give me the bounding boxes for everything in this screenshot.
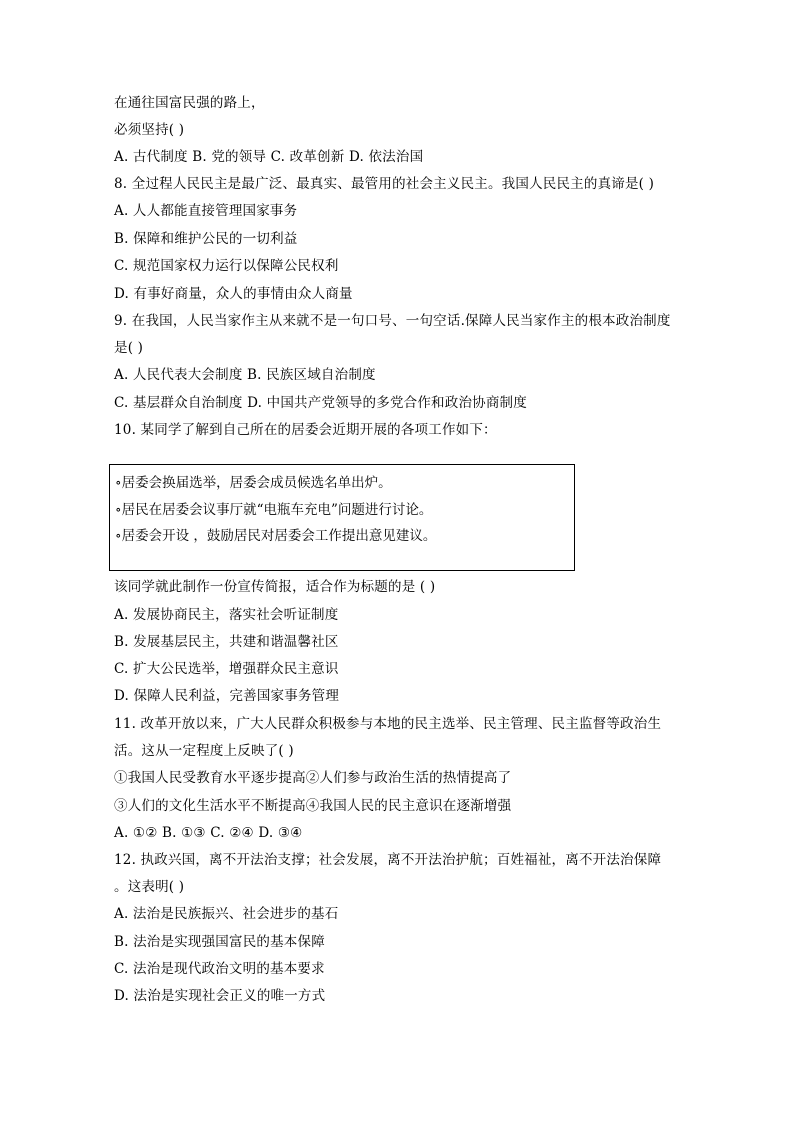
question-11-cont: 活。这从一定程度上反映了( ) <box>114 743 294 759</box>
option-c: C. 扩大公民选举，增强群众民主意识 <box>114 661 339 677</box>
option-b: B. 保障和维护公民的一切利益 <box>114 231 298 247</box>
question-9: 9. 在我国，人民当家作主从来就不是一句口号、一句空话.保障人民当家作主的根本政治制度 <box>114 313 671 329</box>
option-d: D. 保障人民利益，完善国家事务管理 <box>114 688 340 704</box>
statement-line: ③人们的文化生活水平不断提高④我国人民的民主意识在逐渐增强 <box>114 798 512 814</box>
option-line: A. 人民代表大会制度 B. 民族区域自治制度 <box>114 367 376 383</box>
box-item: ∘居委会换届选举，居委会成员候选名单出炉。 <box>115 475 392 491</box>
option-line: A. 古代制度 B. 党的领导 C. 改革创新 D. 依法治国 <box>114 149 424 165</box>
box-item: ∘居民在居委会议事厅就“电瓶车充电”问题进行讨论。 <box>115 502 433 518</box>
question-11: 11. 改革开放以来，广大人民群众积极参与本地的民主选举、民主管理、民主监督等政治生 <box>114 716 662 732</box>
question-8: 8. 全过程人民民主是最广泛、最真实、最管用的社会主义民主。我国人民民主的真谛是( ) <box>114 176 655 192</box>
question-10: 10. 某同学了解到自己所在的居委会近期开展的各项工作如下： <box>114 422 497 438</box>
text-line: 在通往国富民强的路上， <box>114 95 265 111</box>
option-d: D. 法治是实现社会正义的唯一方式 <box>114 988 326 1004</box>
question-9-cont: 是( ) <box>114 340 144 356</box>
info-box <box>109 464 575 571</box>
box-item: ∘居委会开设 ，鼓励居民对居委会工作提出意见建议。 <box>115 528 437 544</box>
option-c: C. 规范国家权力运行以保障公民权利 <box>114 258 339 274</box>
option-a: A. 法治是民族振兴、社会进步的基石 <box>114 906 339 922</box>
question-10-prompt: 该同学就此制作一份宣传简报，适合作为标题的是 ( ) <box>114 579 436 595</box>
question-12: 12. 执政兴国，离不开法治支撑；社会发展，离不开法治护航；百姓福祉，离不开法治保障 <box>114 852 662 868</box>
option-d: D. 有事好商量，众人的事情由众人商量 <box>114 286 353 302</box>
option-b: B. 发展基层民主，共建和谐温馨社区 <box>114 634 339 650</box>
text-line: 必须坚持( ) <box>114 122 185 138</box>
statement-line: ①我国人民受教育水平逐步提高②人们参与政治生活的热情提高了 <box>114 770 512 786</box>
option-line: C. 基层群众自治制度 D. 中国共产党领导的多党合作和政治协商制度 <box>114 395 527 411</box>
option-a: A. 发展协商民主，落实社会听证制度 <box>114 607 339 623</box>
option-c: C. 法治是现代政治文明的基本要求 <box>114 961 325 977</box>
option-b: B. 法治是实现强国富民的基本保障 <box>114 934 325 950</box>
option-line: A. ①② B. ①③ C. ②④ D. ③④ <box>114 825 303 841</box>
option-a: A. 人人都能直接管理国家事务 <box>114 203 298 219</box>
question-12-cont: 。这表明( ) <box>114 879 185 895</box>
